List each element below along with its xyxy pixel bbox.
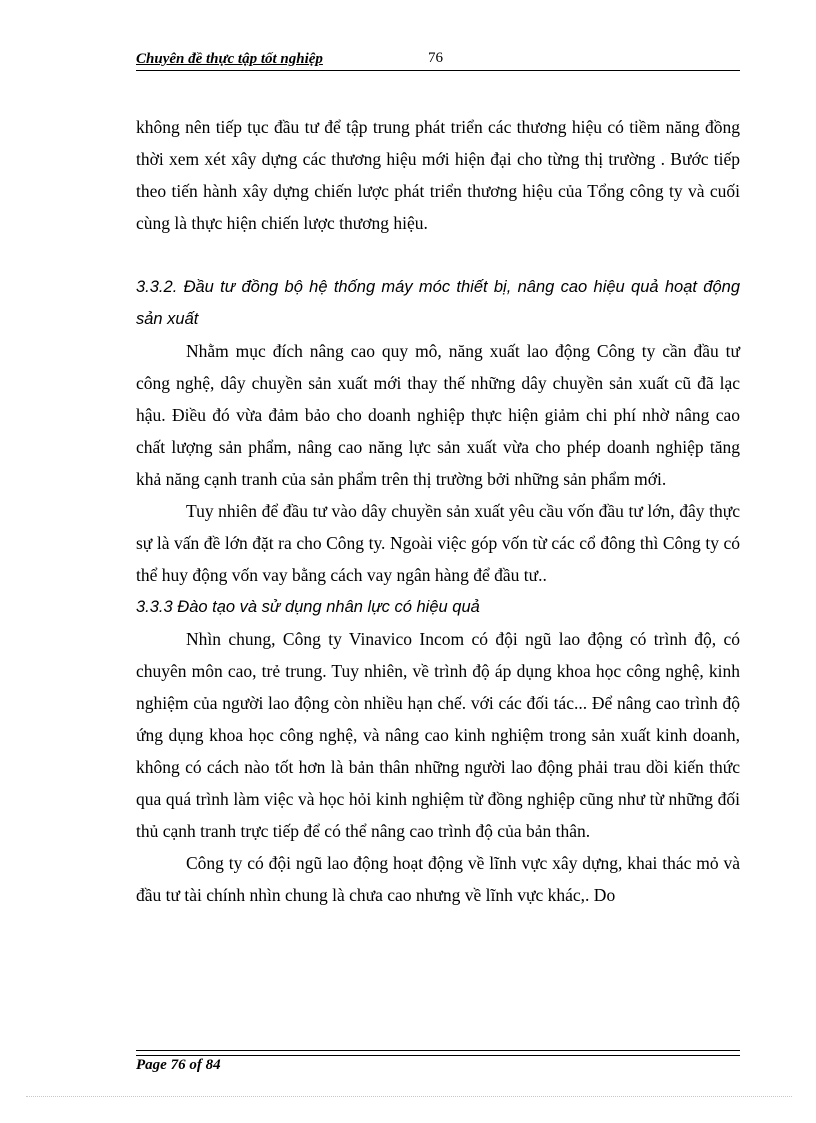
paragraph-3-3-2-first: Nhằm mục đích nâng cao quy mô, năng xuất lao động Công ty cần đầu tư công nghệ, dây chuyền sản xuất mới thay thế những dây chuyền sản xuất cũ đã lạc hậu. Điều đó vừa đảm bảo cho doanh nghiệp thực hiện giảm chi phí nhờ nâng cao chất lượng sản phẩm, nâng cao năng lực sản xuất vừa cho phép doanh nghiệp tăng khả năng cạnh tranh của sản phẩm trên thị trường bởi những sản phẩm mới.	[136, 341, 740, 489]
paragraph-3-3-3-first: Nhìn chung, Công ty Vinavico Incom có đội ngũ lao động có trình độ, có chuyên môn cao, trẻ trung. Tuy nhiên, về trình độ áp dụng khoa học công nghệ, kinh nghiệm của người lao động còn nhiều hạn chế. với các đối tác... Để nâng cao trình độ ứng dụng khoa học công nghệ, và nâng cao kinh nghiệm trong sản xuất kinh doanh, không có cách nào tốt hơn là bản thân những người lao động phải trau dồi kiến thức qua quá trình làm việc và học hỏi kinh nghiệm từ đồng nghiệp cũng như từ những đối thủ cạnh tranh trực tiếp để có thể nâng cao trình độ của bản thân.	[136, 629, 740, 841]
page-header	[136, 48, 740, 71]
header-page-number: 76	[428, 50, 443, 66]
section-spacer	[136, 239, 740, 271]
header-title: Chuyên đề thực tập tốt nghiệp	[136, 51, 323, 67]
paragraph-3-3-2-second: Tuy nhiên để đầu tư vào dây chuyền sản xuất yêu cầu vốn đầu tư lớn, đây thực sự là vấn đề lớn đặt ra cho Công ty. Ngoài việc góp vốn từ các cổ đông thì Công ty có thể huy động vốn vay bằng cách vay ngân hàng để đầu tư..	[136, 501, 740, 585]
footer-rule	[136, 1050, 740, 1056]
paragraph-continued: không nên tiếp tục đầu tư để tập trung phát triển các thương hiệu có tiềm năng đồng thời xem xét xây dựng các thương hiệu mới hiện đại cho từng thị trường . Bước tiếp theo tiến hành xây dựng chiến lược phát triển thương hiệu của Tổng công ty và cuối cùng là thực hiện chiến lược thương hiệu.	[136, 117, 740, 233]
paragraph-3-3-3-second: Công ty có đội ngũ lao động hoạt động về lĩnh vực xây dựng, khai thác mỏ và đầu tư tài chính nhìn chung là chưa cao nhưng về lĩnh vực khác,. Do	[136, 853, 740, 905]
page-boundary	[26, 1096, 792, 1097]
section-heading-3-3-2: 3.3.2. Đầu tư đồng bộ hệ thống máy móc thiết bị, nâng cao hiệu quả hoạt động sản xuất	[136, 278, 740, 328]
document-body	[136, 111, 740, 911]
section-heading-3-3-3: 3.3.3 Đào tạo và sử dụng nhân lực có hiệu quả	[136, 598, 480, 616]
footer-page-label: Page 76 of 84	[136, 1057, 221, 1073]
